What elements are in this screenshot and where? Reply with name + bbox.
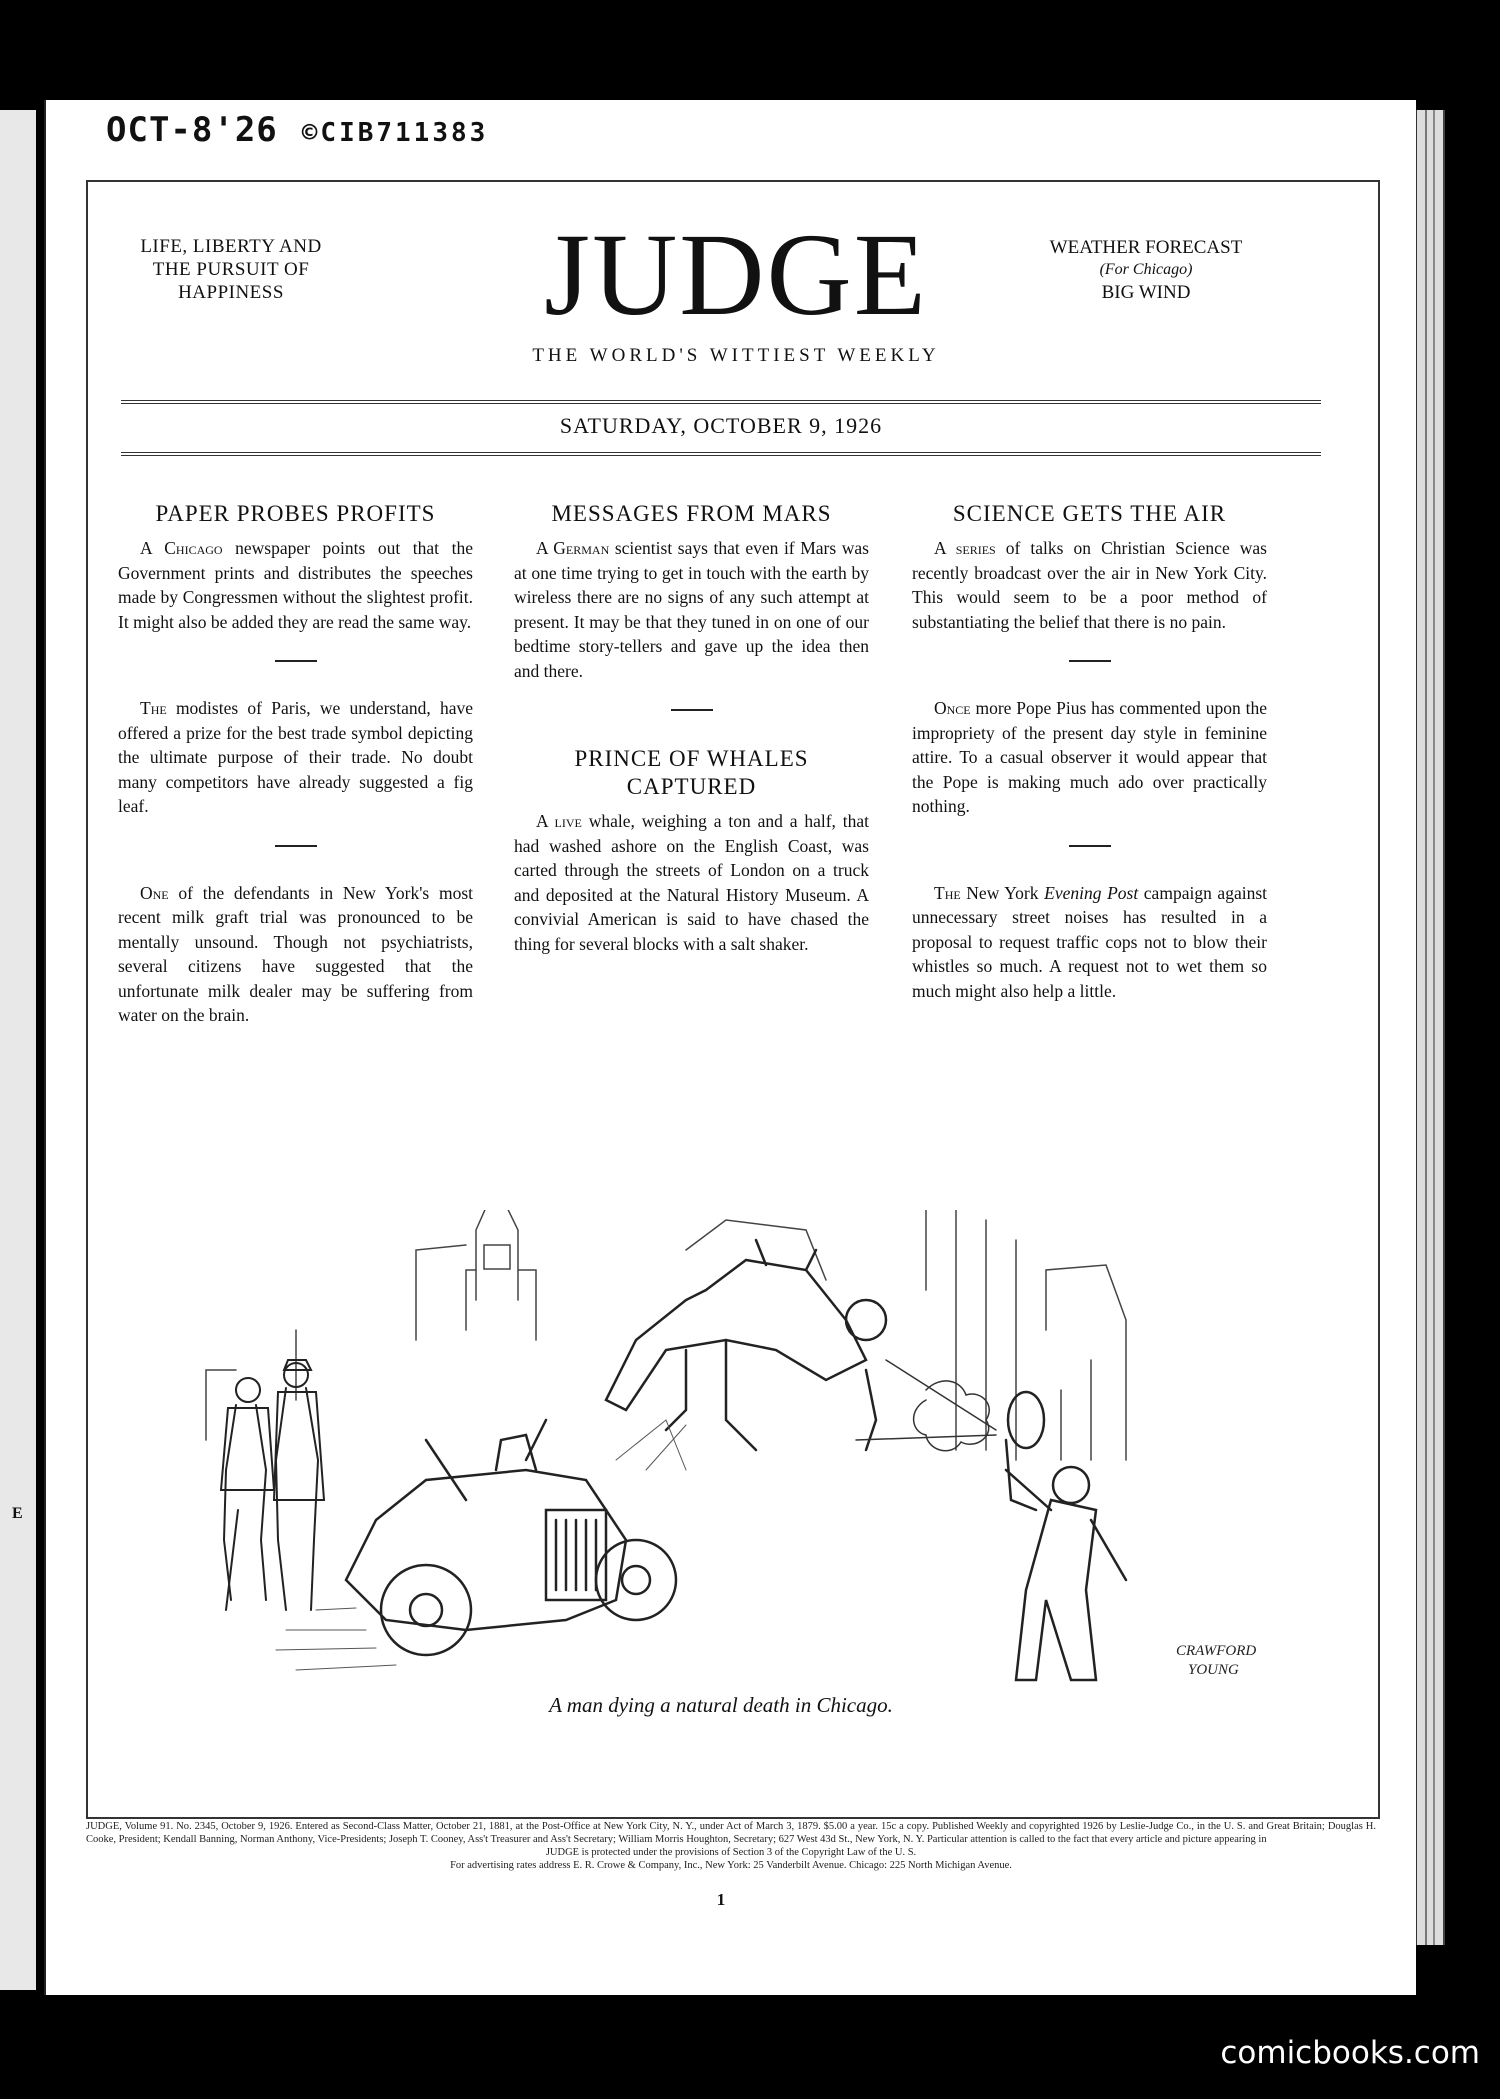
- separator-dash: [275, 845, 317, 847]
- rule-top-double: [121, 403, 1321, 404]
- article-paragraph: A German scientist says that even if Mars was at one time trying to get in touch with the earth by wireless there are no signs of any such attempt at present. It may be that they tuned in on one of our bedtime story-tellers and gave up the idea then and there.: [514, 538, 869, 681]
- left-page-edge: [0, 90, 36, 1990]
- rule-bottom-double: [121, 455, 1321, 456]
- motto: [121, 235, 341, 304]
- cartoon-illustration: [166, 1210, 1316, 1690]
- publication-fineprint: [86, 1820, 1376, 1872]
- weather-heading: WEATHER FORECAST: [1049, 237, 1243, 258]
- page-stack-edge: [1414, 110, 1445, 1945]
- pedestrians: [221, 1360, 324, 1610]
- page-number: 1: [716, 1890, 726, 1909]
- issue-date: SATURDAY, OCTOBER 9, 1926: [559, 413, 883, 438]
- article-paragraph: One of the defendants in New York's most recent milk graft trial was pronounced to be mentally unsound. Though not psychiatrists, several citizens have suggested that the unfortunate milk dealer may be suffering from water on the brain.: [118, 882, 473, 1025]
- article-heading: MESSAGES FROM MARS: [551, 501, 832, 526]
- cartoon-caption: A man dying a natural death in Chicago.: [549, 1693, 893, 1717]
- article-paragraph: A live whale, weighing a ton and a half, that had washed ashore on the English Coast, was carted through the streets of London on a truck and deposited at the Natural History Museum. A convivial American is said to have chased the thing for several blocks with a salt shaker.: [514, 811, 869, 954]
- fineprint-line: For advertising rates address E. R. Crowe & Company, Inc., New York: 25 Vanderbilt Avenue. Chicago: 225 North Michigan Avenue.: [450, 1860, 1012, 1871]
- motto-line: LIFE, LIBERTY AND: [140, 236, 322, 257]
- received-stamp: [106, 110, 488, 150]
- separator-dash: [275, 660, 317, 662]
- rule-top: [121, 400, 1321, 401]
- article-paragraph: The modistes of Paris, we understand, have offered a prize for the best trade symbol depicting the ultimate purpose of their trade. No doubt many competitors have already suggested a fig leaf.: [118, 698, 473, 816]
- magazine-page: [44, 100, 1416, 1995]
- signature-line2: YOUNG: [1188, 1662, 1239, 1678]
- masthead-title: JUDGE: [544, 209, 928, 340]
- weather-value: BIG WIND: [1101, 282, 1191, 303]
- fineprint-line: JUDGE, Volume 91. No. 2345, October 9, 1926. Entered as Second-Class Matter, October 21, 1881, at the Post-Office at New York City, N. Y., under Act of March 3, 1879. $5.00 a year. 15c a copy. Published Weekly and copyrighted 1926 by Leslie-Judge Co., in the U. S. and Great Britain; Douglas H. Cooke, President; Kendall Banning, Norman Anthony, Vice-Presidents; Joseph T. Cooney, Ass't Treasurer and Ass't Secretary; William Morris Houghton, Secretary; 627 West 43d St., New York, N. Y. Particular attention is called to the fact that every article and picture appearing in: [86, 1821, 1376, 1845]
- article-heading: SCIENCE GETS THE AIR: [952, 501, 1227, 526]
- separator-dash: [1069, 660, 1111, 662]
- car: [346, 1420, 676, 1655]
- gunman: [1006, 1392, 1126, 1680]
- watermark: comicbooks.com: [1220, 2035, 1480, 2071]
- column-2: [514, 500, 869, 956]
- gun-smoke: [856, 1360, 996, 1451]
- article-paragraph: A Chicago newspaper points out that the Government prints and distributes the speeches made by Congressmen without the slightest profit. It might also be added they are read the same way.: [118, 538, 473, 632]
- column-1: [118, 500, 473, 1028]
- fineprint-line: JUDGE is protected under the provisions of Section 3 of the Copyright Law of the U. S.: [545, 1847, 917, 1858]
- column-3: [912, 500, 1267, 1003]
- stamp-date: OCT-8'26: [106, 110, 278, 150]
- binding-shadow: [0, 0, 60, 110]
- artist-signature: [1176, 1643, 1256, 1678]
- article-paragraph: Once more Pope Pius has commented upon the impropriety of the present day style in feminine attire. To a casual observer it would appear that the Pope is making much ado over practically nothing.: [912, 698, 1267, 816]
- signature-line1: CRAWFORD: [1176, 1643, 1257, 1659]
- weather-forecast: [1006, 235, 1286, 305]
- motto-line: HAPPINESS: [178, 282, 284, 303]
- masthead-tagline: THE WORLD'S WITTIEST WEEKLY: [532, 345, 940, 366]
- left-page-letter: E: [12, 1505, 23, 1522]
- stamp-copyright: ©CIB711383: [301, 118, 489, 148]
- rule-bottom: [121, 452, 1321, 453]
- separator-dash: [671, 709, 713, 711]
- article-heading: PRINCE OF WHALES CAPTURED: [574, 746, 809, 799]
- article-paragraph: A series of talks on Christian Science was recently broadcast over the air in New York City. This would seem to be a poor method of substantiating the belief that there is no pain.: [912, 538, 1267, 632]
- separator-dash: [1069, 845, 1111, 847]
- weather-location: (For Chicago): [1099, 261, 1193, 278]
- motto-line: THE PURSUIT OF: [152, 259, 310, 280]
- article-paragraph: The New York Evening Post campaign against unnecessary street noises has resulted in a proposal to request traffic cops not to blow their whistles so much. A request not to wet them so much might also help a little.: [912, 882, 1267, 1001]
- flying-man: [606, 1240, 886, 1450]
- article-heading: PAPER PROBES PROFITS: [155, 501, 436, 526]
